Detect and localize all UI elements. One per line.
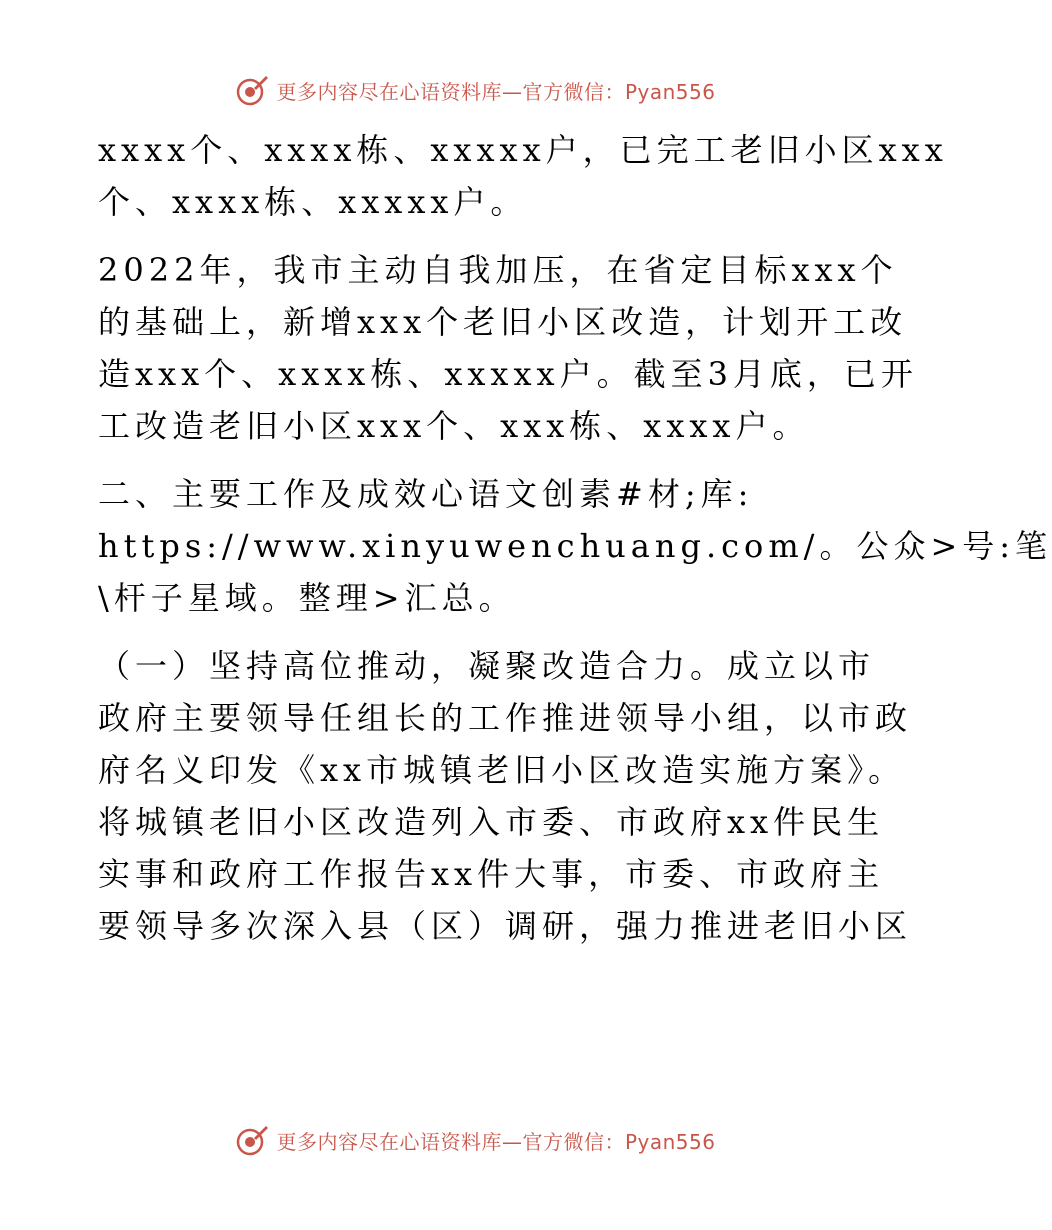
paragraph (98, 640, 913, 952)
watermark-text: 更多内容尽在心语资料库—官方微信：Pyan556 (276, 79, 716, 104)
text-line: 将城镇老旧小区改造列入市委、市政府xx件民生 (98, 803, 885, 841)
watermark-footer (0, 1122, 950, 1158)
text-line: 的基础上，新增xxx个老旧小区改造，计划开工改 (98, 303, 908, 341)
text-line: 造xxx个、xxxx栋、xxxxx户。截至3月底，已开 (98, 355, 918, 393)
pen-logo-icon (234, 72, 270, 108)
text-line: 个、xxxx栋、xxxxx户。 (98, 183, 528, 221)
text-line: 工改造老旧小区xxx个、xxx栋、xxxx户。 (98, 407, 810, 445)
text-line: 政府主要领导任组长的工作推进领导小组，以市政 (98, 699, 913, 737)
text-line: 实事和政府工作报告xx件大事，市委、市政府主 (98, 855, 885, 893)
pen-logo-icon (234, 1122, 270, 1158)
text-line: 2022年，我市主动自我加压，在省定目标xxx个 (98, 251, 898, 289)
paragraph (98, 124, 948, 228)
watermark-text: 更多内容尽在心语资料库—官方微信：Pyan556 (276, 1129, 716, 1154)
section-heading: 二、主要工作及成效心语文创素#材;库: (98, 475, 754, 513)
text-line: https://www.xinyuwenchuang.com/。公众>号:笔 (98, 527, 1052, 565)
paragraph (98, 468, 1052, 624)
text-line: 府名义印发《xx市城镇老旧小区改造实施方案》。 (98, 751, 906, 789)
document-body (98, 124, 1052, 952)
text-line: \杆子星域。整理>汇总。 (98, 579, 516, 617)
text-line: （一）坚持高位推动，凝聚改造合力。成立以市 (98, 647, 876, 685)
text-line: 要领导多次深入县（区）调研，强力推进老旧小区 (98, 907, 913, 945)
text-line: xxxx个、xxxx栋、xxxxx户，已完工老旧小区xxx (98, 131, 948, 169)
paragraph (98, 244, 918, 452)
watermark-header (0, 72, 950, 108)
